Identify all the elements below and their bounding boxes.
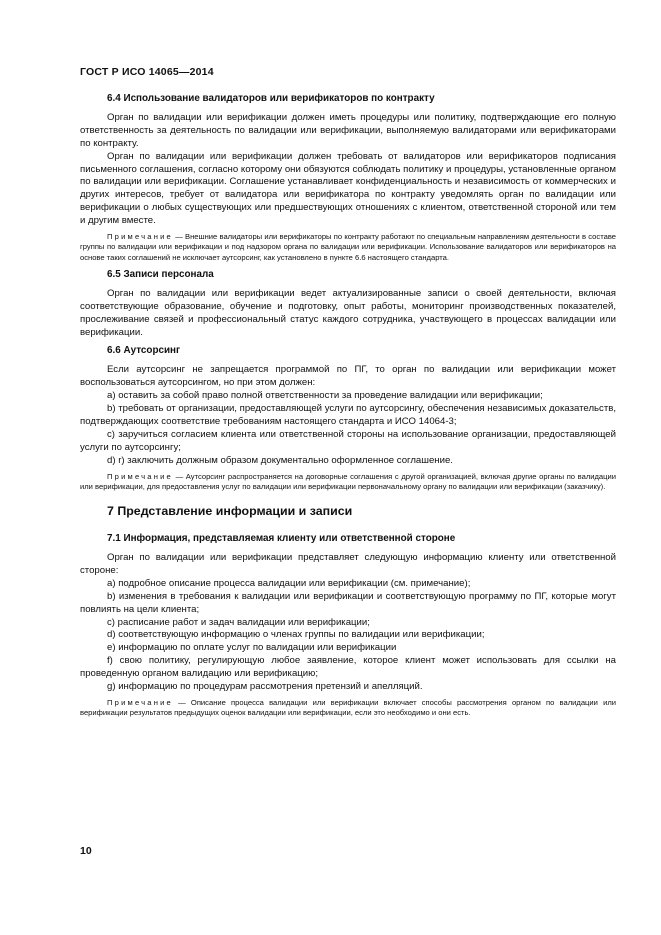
list-item: g) информацию по процедурам рассмотрения претензий и апелляций. <box>107 681 423 693</box>
section-7-1-intro: Орган по валидации или верификации представляет следующую информацию клиенту или ответственной стороне: <box>80 552 616 576</box>
note-text: — Внешние валидаторы или верификаторы по контракту работают по специальным направлениям деятельности в составе группы по валидации или верификации и под надзором органа по валидации или верификации. Использование валидаторов или верификаторов на основе таких соглашений не исключает аутсорсинг, как установлено в пункте 6.6 настоящего стандарта. <box>80 232 616 262</box>
list-item: b) изменения в требования к валидации или верификации и соответствующую программу по ПГ, которые могут повлиять на цели клиента; <box>80 590 616 615</box>
list-item: f) свою политику, регулирующую любое заявление, которое клиент может использовать для ссылки на проведенную органом валидацию или верификацию; <box>80 655 616 680</box>
note-text: — Описание процесса валидации или верификации включает способы рассмотрения органом по валидации или верификации результатов предыдущих оценок валидации или верификации, если это необходимо и они есть. <box>80 698 616 718</box>
section-6-4-paragraph-2: Орган по валидации или верификации должен требовать от валидаторов или верификаторов подписания письменного соглашения, согласно которому они обязуются соблюдать политику и процедуры, установленные органом по валидации или верификации. Соглашение устанавливает конфиденциальность и независимость от коммерческих и других интересов, требует от валидатора или верификатора по контракту уведомлять орган по валидации или верификации о любых существующих или предшествующих отношениях с клиентом, ответственной стороной или тем и другим вместе. <box>80 150 616 227</box>
list-item: a) оставить за собой право полной ответственности за проведение валидации или верификации; <box>107 390 543 402</box>
section-6-4-heading: 6.4 Использование валидаторов или верификаторов по контракту <box>107 93 435 104</box>
section-7-heading: 7 Представление информации и записи <box>107 504 353 519</box>
section-6-6-note <box>80 472 616 493</box>
list-item: c) расписание работ и задач валидации или верификации; <box>107 616 370 628</box>
list-item: e) информацию по оплате услуг по валидации или верификации <box>107 642 397 654</box>
list-item: b) требовать от организации, предоставляющей услуги по аутсорсингу, обеспечения независимых доказательств, подтверждающих соответствие требованиям настоящего стандарта и ИСО 14064-3; <box>80 403 616 428</box>
note-label: Примечание <box>107 471 173 481</box>
section-6-5-heading: 6.5 Записи персонала <box>107 268 214 280</box>
note-label: Примечание <box>107 698 173 708</box>
note-text: — Аутсорсинг распространяется на договорные соглашения с другой организацией, включая другие органы по валидации или верификации, для предоставления услуг по валидации или верификации первоначальному органу по валидации или верификации (заказчику). <box>80 471 616 491</box>
document-body <box>80 93 616 719</box>
section-7-1-heading: 7.1 Информация, представляемая клиенту или ответственной стороне <box>107 533 456 545</box>
section-7-1-note <box>80 698 616 719</box>
list-item: a) подробное описание процесса валидации или верификации (см. примечание); <box>107 577 471 589</box>
section-6-4-paragraph-1: Орган по валидации или верификации должен иметь процедуры или политику, подтверждающие его полную ответственность за деятельность по валидации или верификации, выполняемую валидаторами или верификаторами по контракту. <box>80 111 616 149</box>
document-header: ГОСТ Р ИСО 14065—2014 <box>80 66 214 78</box>
section-6-4-note <box>80 232 616 263</box>
note-label: Примечание <box>107 232 173 242</box>
section-6-5-paragraph-1: Орган по валидации или верификации ведет актуализированные записи о своей деятельности, включая соответствующие образование, обучение и подготовку, опыт работы, мониторинг производственных показателей, прослеживание связей и профессиональный статус каждого сотрудника, участвующего в процессах валидации или верификации. <box>80 287 616 338</box>
page-number: 10 <box>80 845 92 857</box>
section-6-6-heading: 6.6 Аутсорсинг <box>107 345 181 357</box>
list-item: d) соответствующую информацию о членах группы по валидации или верификации; <box>107 629 485 641</box>
list-item: d) r) заключить должным образом документально оформленное соглашение. <box>107 454 453 466</box>
section-6-6-intro: Если аутсорсинг не запрещается программой по ПГ, то орган по валидации или верификации может воспользоваться аутсорсингом, но при этом должен: <box>80 364 616 389</box>
list-item: c) заручиться согласием клиента или ответственной стороны на использование организации, предоставляющей услуги по аутсорсингу; <box>80 428 616 453</box>
